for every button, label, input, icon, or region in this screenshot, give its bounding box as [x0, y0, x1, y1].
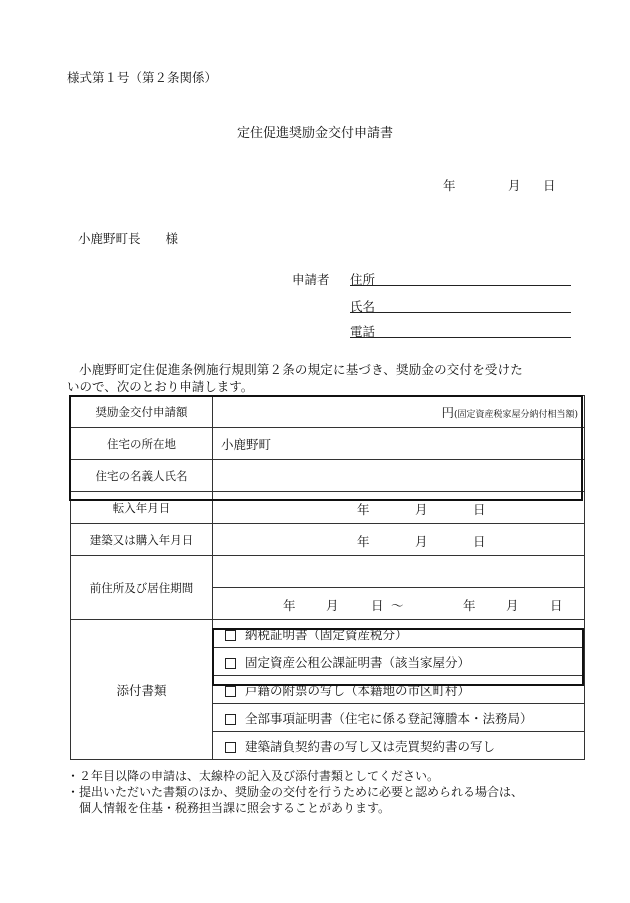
address-label: 住所: [350, 272, 376, 287]
period-day-2: 日: [550, 598, 563, 613]
attachment-label: 建築請負契約書の写し又は売買契約書の写し: [245, 738, 496, 754]
table-row: [71, 556, 585, 588]
table-row: [71, 460, 585, 492]
attachment-item[interactable]: [213, 676, 585, 704]
attachment-label: 全部事項証明書（住宅に係る登記簿謄本・法務局）: [245, 710, 533, 726]
checkbox-icon[interactable]: [225, 630, 236, 641]
form-number: 様式第１号（第２条関係）: [67, 70, 218, 85]
location-field[interactable]: [213, 428, 585, 460]
move-in-day: 日: [473, 502, 486, 517]
form-title: 定住促進奨励金交付申請書: [237, 126, 394, 141]
checkbox-icon[interactable]: [225, 658, 236, 669]
owner-name-label: 住宅の名義人氏名: [71, 460, 213, 492]
table-row: [71, 524, 585, 556]
phone-label: 電話: [350, 324, 376, 339]
build-day: 日: [473, 534, 486, 549]
owner-name-field[interactable]: [213, 460, 585, 492]
amount-note: (固定資産税家屋分納付相当額): [453, 409, 578, 420]
attachment-label: 納税証明書（固定資産税分）: [245, 626, 408, 642]
build-date-field[interactable]: [213, 524, 585, 556]
period-year-1: 年: [283, 598, 296, 613]
period-year-2: 年: [463, 598, 476, 613]
location-value: 小鹿野町: [221, 436, 272, 452]
move-in-month: 月: [415, 502, 428, 517]
build-year: 年: [357, 534, 370, 549]
move-in-date-field[interactable]: [213, 492, 585, 524]
move-in-date-label: 転入年月日: [71, 492, 213, 524]
period-day-1: 日: [371, 598, 384, 613]
attachment-item[interactable]: [213, 732, 585, 760]
table-row: [71, 428, 585, 460]
addressee: 小鹿野町長 様: [78, 231, 179, 246]
period-tilde: ～: [391, 598, 404, 613]
table-row: [71, 492, 585, 524]
build-date-label: 建築又は購入年月日: [71, 524, 213, 556]
location-label: 住宅の所在地: [71, 428, 213, 460]
checkbox-icon[interactable]: [225, 686, 236, 697]
date-month: 月: [508, 178, 521, 193]
amount-field[interactable]: [213, 396, 585, 428]
attachment-item[interactable]: [213, 648, 585, 676]
build-month: 月: [415, 534, 428, 549]
checkbox-icon[interactable]: [225, 714, 236, 725]
period-month-2: 月: [506, 598, 519, 613]
note-line: 個人情報を住基・税務担当課に照会することがあります。: [67, 801, 391, 815]
name-label: 氏名: [350, 299, 376, 314]
table-row: [71, 620, 585, 648]
address-field[interactable]: [350, 285, 571, 286]
previous-address-field[interactable]: [213, 556, 585, 588]
residence-period-field[interactable]: [213, 588, 585, 620]
applicant-label: 申請者: [292, 272, 330, 287]
previous-address-label: 前住所及び居住期間: [71, 556, 213, 620]
attachment-label: 固定資産公租公課証明書（該当家屋分）: [245, 654, 471, 670]
attachments-label: 添付書類: [71, 620, 213, 760]
checkbox-icon[interactable]: [225, 742, 236, 753]
date-year: 年: [443, 178, 456, 193]
attachment-label: 戸籍の附票の写し（本籍地の市区町村）: [245, 682, 471, 698]
intro-line-2: いので、次のとおり申請します。: [67, 379, 254, 394]
amount-label: 奨励金交付申請額: [71, 396, 213, 428]
note-line: ・提出いただいた書類のほか、奨励金の交付を行うために必要と認められる場合は、: [67, 785, 524, 799]
period-month-1: 月: [326, 598, 339, 613]
amount-unit: 円: [441, 404, 454, 420]
date-day: 日: [543, 178, 556, 193]
note-line: ・２年目以降の申請は、太線枠の記入及び添付書類としてください。: [67, 769, 440, 783]
move-in-year: 年: [357, 502, 370, 517]
intro-line-1: 小鹿野町定住促進条例施行規則第２条の規定に基づき、奨励金の交付を受けた: [79, 362, 524, 377]
table-row: [71, 396, 585, 428]
application-table: [70, 395, 585, 760]
attachment-item[interactable]: [213, 704, 585, 732]
phone-field[interactable]: [350, 337, 571, 338]
attachment-item[interactable]: [213, 620, 585, 648]
name-field[interactable]: [350, 312, 571, 313]
notes: [67, 768, 523, 816]
